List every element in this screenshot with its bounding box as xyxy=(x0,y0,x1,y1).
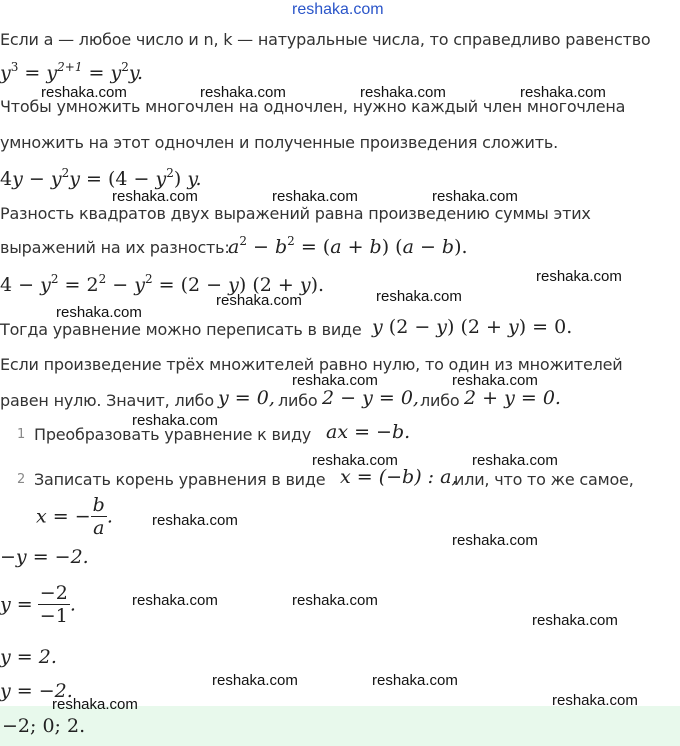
text-either-2: либо xyxy=(420,391,460,410)
solution-fraction-end: . xyxy=(69,593,76,616)
fraction-b-over-a xyxy=(91,494,107,538)
fraction-lhs: x = − xyxy=(36,505,91,528)
formula-squares: $a^2 - b^2 = (a + b) (a - b)$. xyxy=(228,234,468,258)
watermark: reshaka.com xyxy=(520,84,606,101)
watermark: reshaka.com xyxy=(432,188,518,205)
text-line-10: Если произведение трёх множителей равно нулю, то один из множителей xyxy=(0,355,623,374)
watermark: reshaka.com xyxy=(312,452,398,469)
watermark: reshaka.com xyxy=(212,672,298,689)
text-line-6: Разность квадратов двух выражений равна произведению суммы этих xyxy=(0,204,591,223)
watermark: reshaka.com xyxy=(52,696,138,713)
formula-two-minus-y: 2 − y = 0, xyxy=(322,387,419,409)
site-watermark-top: reshaka.com xyxy=(292,1,384,18)
watermark: reshaka.com xyxy=(552,692,638,709)
solution-fraction xyxy=(0,582,76,627)
fraction-end: . xyxy=(106,505,113,528)
step-1-text: Преобразовать уравнение к виду xyxy=(34,425,312,444)
watermark: reshaka.com xyxy=(292,592,378,609)
step-2-text: Записать корень уравнения в виде xyxy=(34,470,326,489)
formula-y-zero: y = 0, xyxy=(218,387,275,409)
text-either-1: либо xyxy=(278,391,318,410)
step-number-1: 1 xyxy=(17,427,26,442)
watermark: reshaka.com xyxy=(272,188,358,205)
solution-fraction-value xyxy=(38,582,70,627)
text-line-3: Чтобы умножить многочлен на одночлен, нужно каждый член многочлена xyxy=(0,97,626,116)
solution-line-3: y = 2. xyxy=(0,646,57,668)
watermark: reshaka.com xyxy=(200,84,286,101)
solution-fraction-lhs: y = xyxy=(0,593,33,616)
step-2-fraction-formula xyxy=(36,494,113,538)
solution-line-4: y = −2. xyxy=(0,680,73,702)
formula-factor: $4y - y^2y = (4 - y^2)$ y. xyxy=(0,166,202,190)
formula-power: $y^3 = y^{2+1} = y^2y$. xyxy=(0,60,144,84)
text-line-11: равен нулю. Значит, либо xyxy=(0,391,214,410)
step-1-formula: ax = −b. xyxy=(326,421,411,443)
watermark: reshaka.com xyxy=(216,292,302,309)
formula-difference: $4 - y^2 = 2^2 - y^2 = (2 - y) (2 + y)$. xyxy=(0,272,325,296)
fraction-numerator: b xyxy=(92,494,105,516)
watermark: reshaka.com xyxy=(472,452,558,469)
text-line-7: выражений на их разность: xyxy=(0,238,230,257)
text-line-9: Тогда уравнение можно переписать в виде xyxy=(0,320,362,339)
text-line-1: Если a — любое число и n, k — натуральные числа, то справедливо равенство xyxy=(0,30,651,49)
step-number-2: 2 xyxy=(17,472,26,487)
watermark: reshaka.com xyxy=(132,412,218,429)
watermark: reshaka.com xyxy=(152,512,238,529)
watermark: reshaka.com xyxy=(532,612,618,629)
text-line-4: умножить на этот одночлен и полученные произведения сложить. xyxy=(0,133,558,152)
solution-fraction-numerator: −2 xyxy=(39,582,68,604)
watermark: reshaka.com xyxy=(452,372,538,389)
watermark: reshaka.com xyxy=(41,84,127,101)
answer-values: −2; 0; 2. xyxy=(2,715,86,737)
watermark: reshaka.com xyxy=(360,84,446,101)
watermark: reshaka.com xyxy=(372,672,458,689)
watermark: reshaka.com xyxy=(376,288,462,305)
step-2-formula: x = (−b) : a, xyxy=(340,466,458,488)
solution-line-1: −y = −2. xyxy=(0,546,89,568)
formula-equation: y (2 − y) (2 + y) = 0. xyxy=(372,316,573,338)
formula-two-plus-y: 2 + y = 0. xyxy=(464,387,561,409)
watermark: reshaka.com xyxy=(536,268,622,285)
watermark: reshaka.com xyxy=(292,372,378,389)
watermark: reshaka.com xyxy=(56,304,142,321)
fraction-denominator: a xyxy=(93,517,105,538)
watermark: reshaka.com xyxy=(452,532,538,549)
watermark: reshaka.com xyxy=(112,188,198,205)
step-2-tail: или, что то же самое, xyxy=(454,470,634,489)
solution-fraction-denominator: −1 xyxy=(39,605,68,627)
watermark: reshaka.com xyxy=(132,592,218,609)
